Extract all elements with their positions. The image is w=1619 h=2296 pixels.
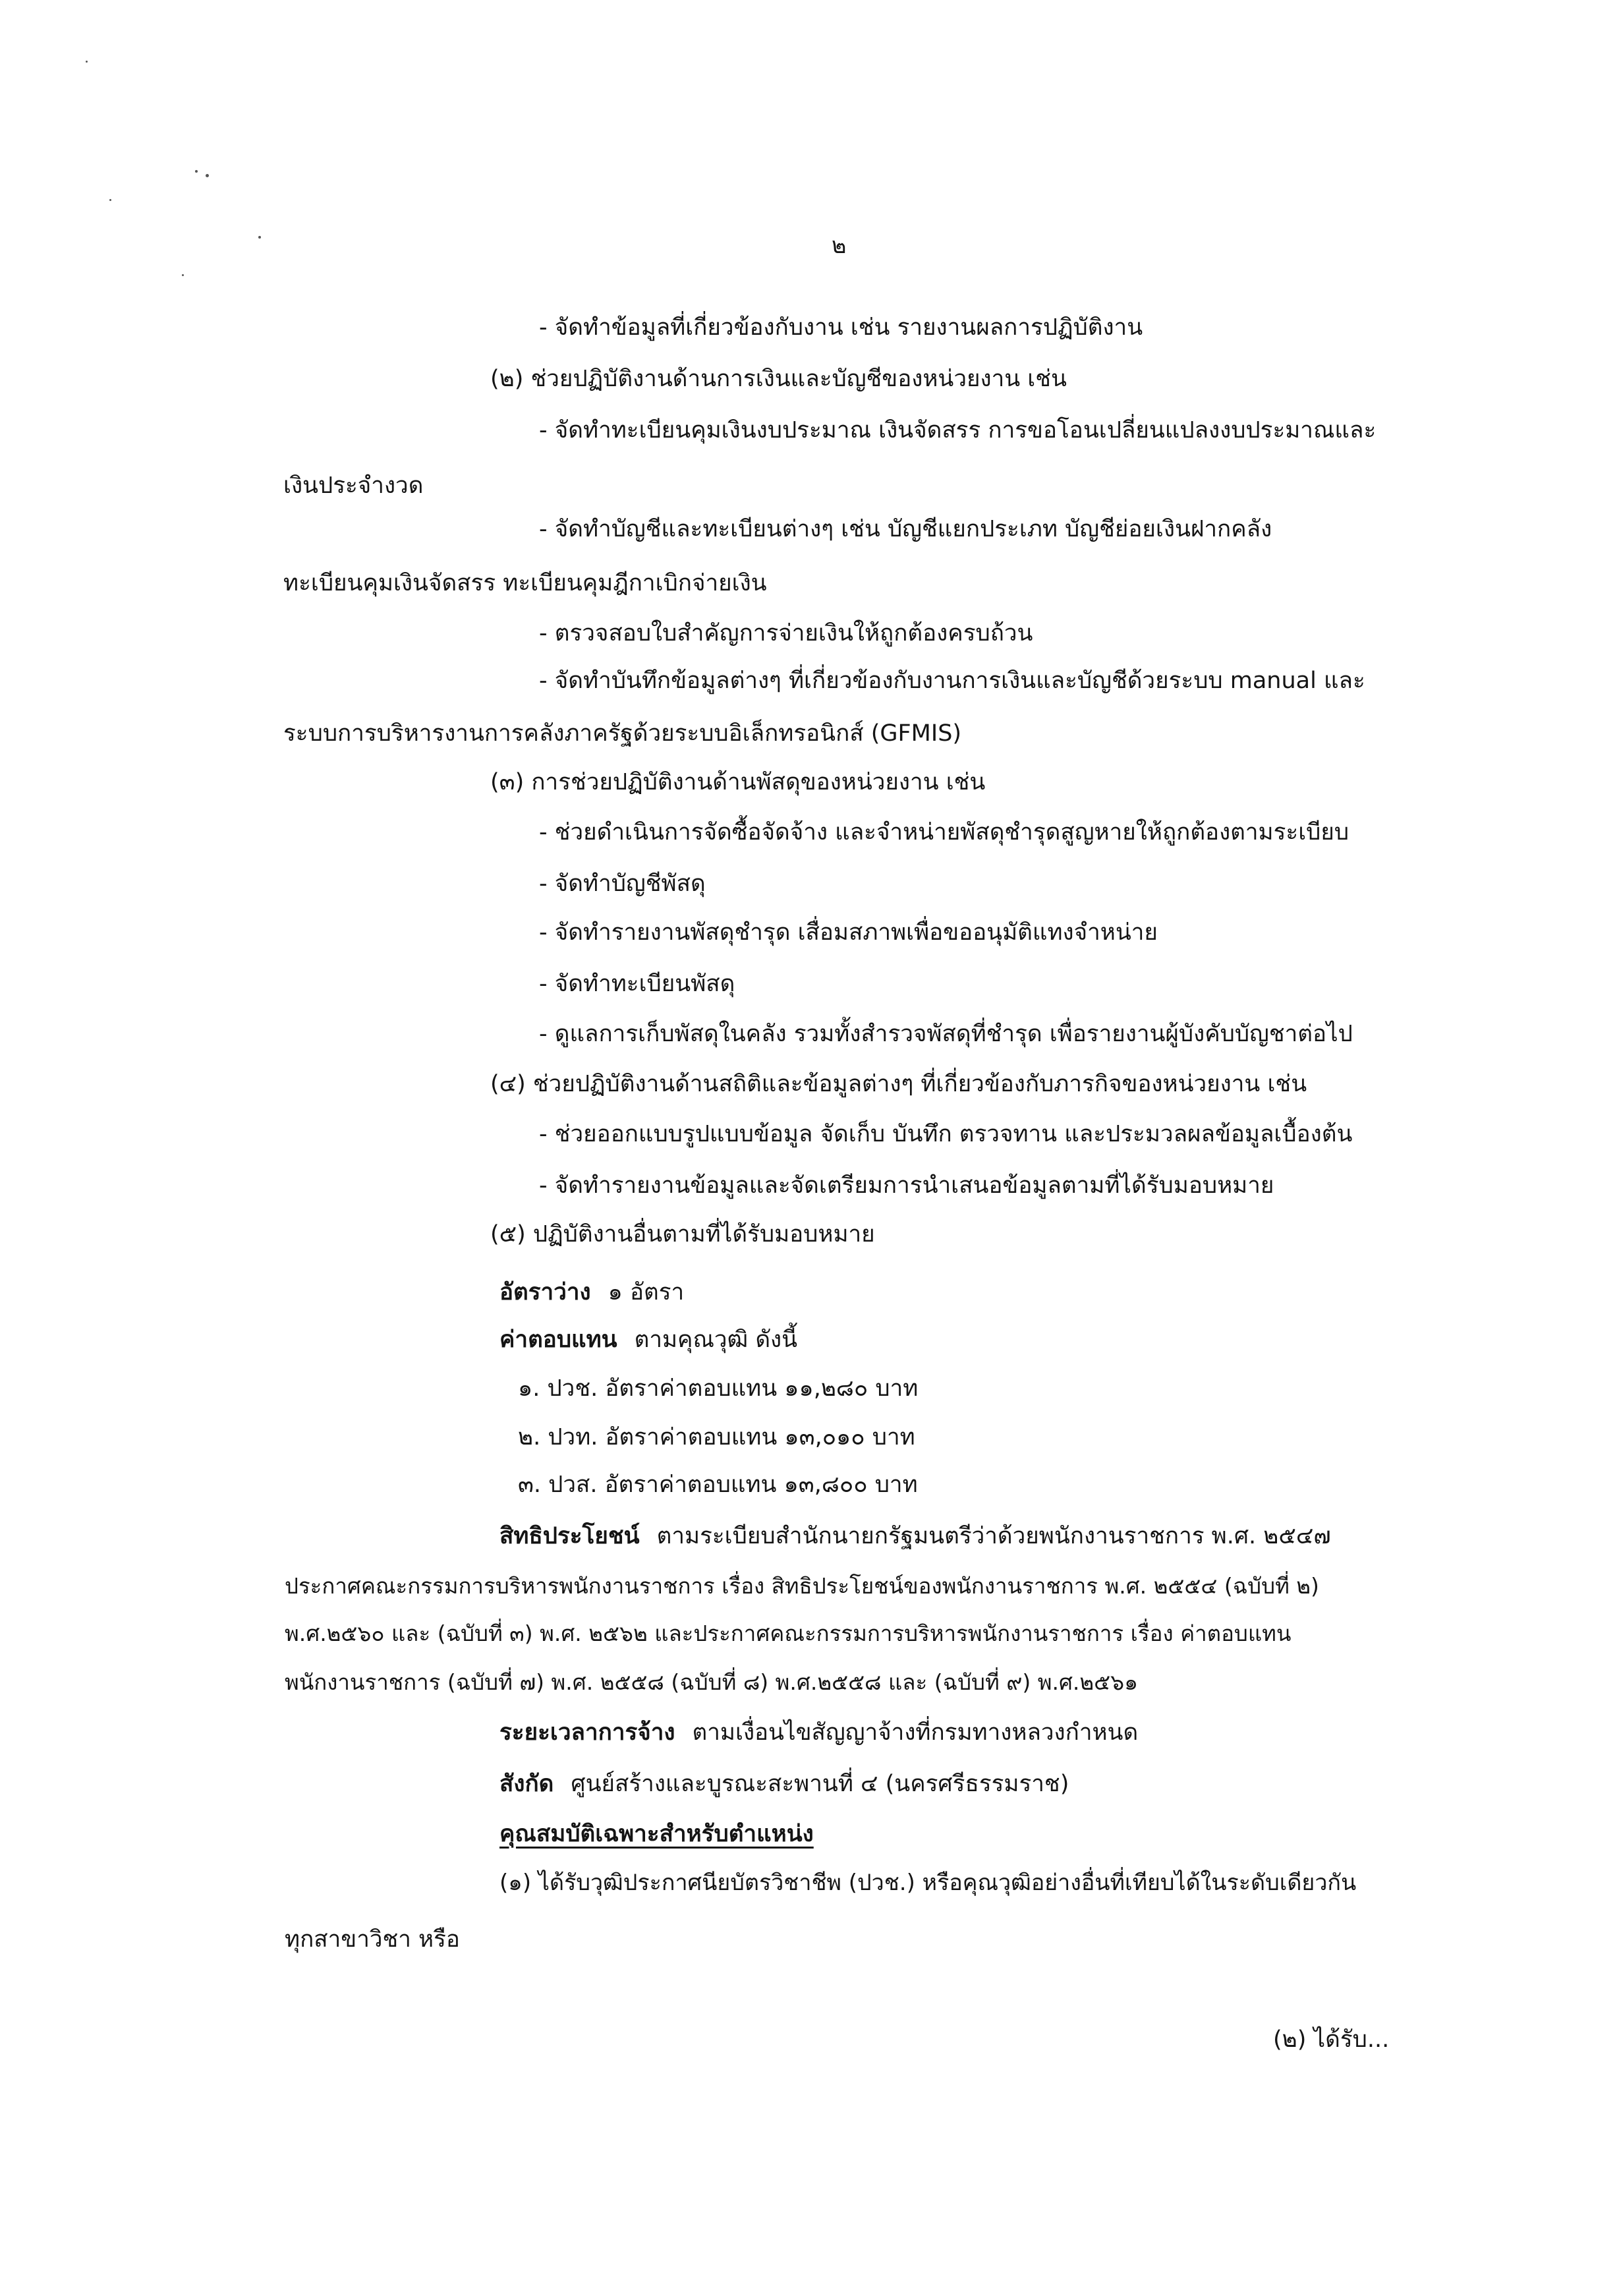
text-line: ระบบการบริหารงานการคลังภาครัฐด้วยระบบอิเล็กทรอนิกส์ (GFMIS) bbox=[283, 720, 962, 747]
text-line: - จัดทำทะเบียนพัสดุ bbox=[539, 971, 735, 997]
employment-period-label: ระยะเวลาการจ้าง bbox=[499, 1719, 675, 1746]
qualifications-heading: คุณสมบัติเฉพาะสำหรับตำแหน่ง bbox=[499, 1821, 814, 1847]
text-line: - จัดทำบัญชีพัสดุ bbox=[539, 871, 706, 897]
qualifications-line: (๑) ได้รับวุฒิประกาศนียบัตรวิชาชีพ (ปวช.) หรือคุณวุฒิอย่างอื่นที่เทียบได้ในระดับเดียวกัน bbox=[499, 1870, 1357, 1896]
text-line: - จัดทำทะเบียนคุมเงินงบประมาณ เงินจัดสรร การขอโอนเปลี่ยนแปลงงบประมาณและ bbox=[539, 417, 1377, 444]
page-number: ๒ bbox=[832, 233, 847, 259]
text-line: - ดูแลการเก็บพัสดุในคลัง รวมทั้งสำรวจพัสดุที่ชำรุด เพื่อรายงานผู้บังคับบัญชาต่อไป bbox=[539, 1021, 1353, 1047]
text-line: - ช่วยดำเนินการจัดซื้อจัดจ้าง และจำหน่ายพัสดุชำรุดสูญหายให้ถูกต้องตามระเบียบ bbox=[539, 819, 1349, 846]
text-line: - ช่วยออกแบบรูปแบบข้อมูล จัดเก็บ บันทึก ตรวจทาน และประมวลผลข้อมูลเบื้องต้น bbox=[539, 1121, 1353, 1147]
vacancy-value: ๑ อัตรา bbox=[608, 1279, 685, 1306]
employment-period-value: ตามเงื่อนไขสัญญาจ้างที่กรมทางหลวงกำหนด bbox=[692, 1719, 1139, 1746]
text-line: - จัดทำรายงานพัสดุชำรุด เสื่อมสภาพเพื่อขออนุมัติแทงจำหน่าย bbox=[539, 919, 1158, 946]
compensation-item: ๓. ปวส. อัตราค่าตอบแทน ๑๓,๘๐๐ บาท bbox=[518, 1472, 918, 1498]
compensation-item: ๒. ปวท. อัตราค่าตอบแทน ๑๓,๐๑๐ บาท bbox=[518, 1424, 915, 1450]
scan-speck bbox=[206, 174, 209, 177]
employment-period-row bbox=[499, 1721, 1138, 1744]
scan-speck bbox=[109, 199, 111, 201]
scan-speck bbox=[86, 61, 88, 63]
text-line: - จัดทำข้อมูลที่เกี่ยวข้องกับงาน เช่น รายงานผลการปฏิบัติงาน bbox=[539, 314, 1143, 341]
text-line: - ตรวจสอบใบสำคัญการจ่ายเงินให้ถูกต้องครบถ้วน bbox=[539, 620, 1033, 646]
continuation-text: (๒) ได้รับ... bbox=[1273, 2026, 1390, 2053]
compensation-label: ค่าตอบแทน bbox=[499, 1327, 617, 1353]
text-line: ทะเบียนคุมเงินจัดสรร ทะเบียนคุมฎีกาเบิกจ่ายเงิน bbox=[283, 570, 767, 596]
item-heading: (๓) การช่วยปฏิบัติงานด้านพัสดุของหน่วยงาน เช่น bbox=[490, 769, 986, 795]
scan-speck bbox=[258, 236, 261, 239]
item-heading: (๒) ช่วยปฏิบัติงานด้านการเงินและบัญชีของหน่วยงาน เช่น bbox=[490, 366, 1067, 392]
benefits-line: พนักงานราชการ (ฉบับที่ ๗) พ.ศ. ๒๕๕๘ (ฉบับที่ ๘) พ.ศ.๒๕๕๘ และ (ฉบับที่ ๙) พ.ศ.๒๕๖๑ bbox=[285, 1669, 1139, 1695]
text-line: เงินประจำงวด bbox=[283, 473, 424, 499]
item-heading: (๕) ปฏิบัติงานอื่นตามที่ได้รับมอบหมาย bbox=[490, 1221, 875, 1248]
text-line: - จัดทำบันทึกข้อมูลต่างๆ ที่เกี่ยวข้องกับงานการเงินและบัญชีด้วยระบบ manual และ bbox=[539, 668, 1365, 694]
benefits-line: ประกาศคณะกรรมการบริหารพนักงานราชการ เรื่อง สิทธิประโยชน์ของพนักงานราชการ พ.ศ. ๒๕๕๔ (ฉบับที่ ๒) bbox=[285, 1573, 1319, 1599]
vacancy-row bbox=[499, 1281, 684, 1304]
benefits-label: สิทธิประโยชน์ bbox=[499, 1523, 640, 1549]
scan-speck bbox=[182, 274, 184, 276]
compensation-value: ตามคุณวุฒิ ดังนี้ bbox=[634, 1327, 798, 1353]
text-line: - จัดทำบัญชีและทะเบียนต่างๆ เช่น บัญชีแยกประเภท บัญชีย่อยเงินฝากคลัง bbox=[539, 516, 1272, 542]
affiliation-value: ศูนย์สร้างและบูรณะสะพานที่ ๔ (นครศรีธรรมราช) bbox=[571, 1771, 1069, 1797]
qualifications-line: ทุกสาขาวิชา หรือ bbox=[285, 1926, 460, 1953]
compensation-row bbox=[499, 1329, 797, 1352]
vacancy-label: อัตราว่าง bbox=[499, 1279, 591, 1306]
benefits-line: พ.ศ.๒๕๖๐ และ (ฉบับที่ ๓) พ.ศ. ๒๕๖๒ และประกาศคณะกรรมการบริหารพนักงานราชการ เรื่อง ค่าตอบแทน bbox=[285, 1621, 1292, 1646]
scan-speck bbox=[195, 170, 198, 173]
affiliation-label: สังกัด bbox=[499, 1771, 554, 1797]
compensation-item: ๑. ปวช. อัตราค่าตอบแทน ๑๑,๒๘๐ บาท bbox=[518, 1375, 919, 1402]
benefits-row bbox=[499, 1525, 1331, 1548]
item-heading: (๔) ช่วยปฏิบัติงานด้านสถิติและข้อมูลต่างๆ ที่เกี่ยวข้องกับภารกิจของหน่วยงาน เช่น bbox=[490, 1071, 1307, 1097]
affiliation-row bbox=[499, 1773, 1069, 1796]
text-line: - จัดทำรายงานข้อมูลและจัดเตรียมการนำเสนอข้อมูลตามที่ได้รับมอบหมาย bbox=[539, 1172, 1274, 1199]
benefits-line: ตามระเบียบสำนักนายกรัฐมนตรีว่าด้วยพนักงานราชการ พ.ศ. ๒๕๔๗ bbox=[656, 1523, 1331, 1549]
